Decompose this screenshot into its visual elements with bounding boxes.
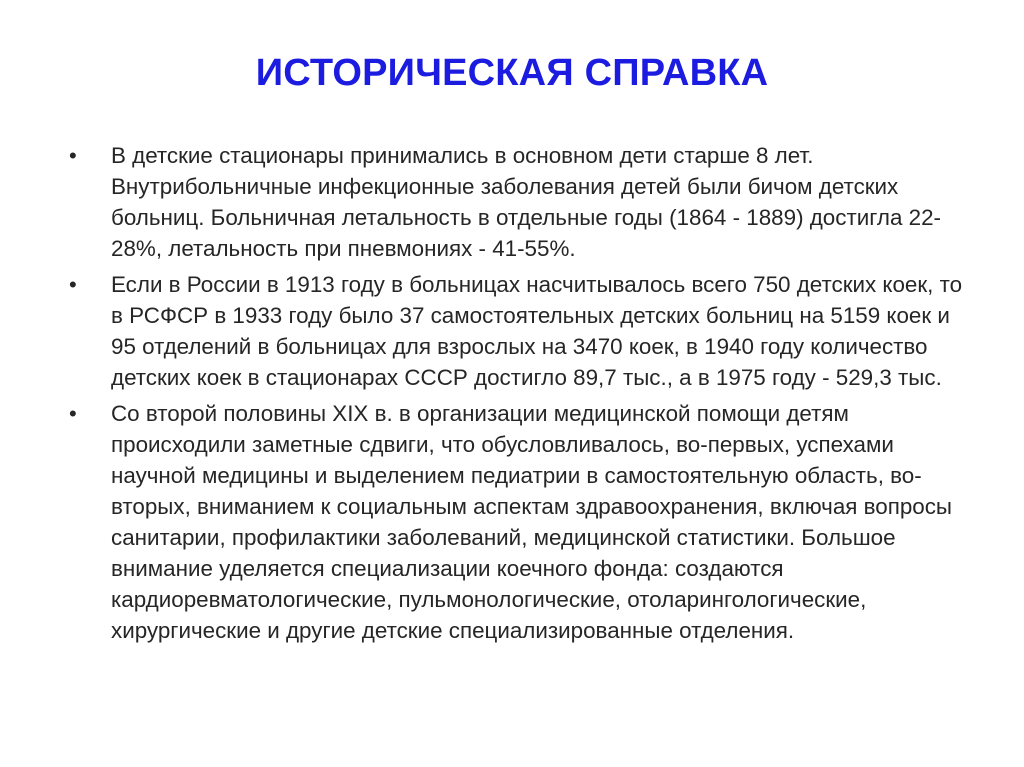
bullet-dot-icon: • (69, 143, 77, 168)
bullet-item-3 (69, 398, 969, 646)
bullet-dot-icon: • (69, 272, 77, 297)
bullet-text-2: Если в России в 1913 году в больницах насчитывалось всего 750 детских коек, то в РСФСР в 1933 году было 37 самостоятельных детских больниц на 5159 коек и 95 отделений в больницах для взрослых на 3470 коек, в 1940 году количество детских коек в стационарах СССР достигло 89,7 тыс., а в 1975 году - 529,3 тыс. (111, 272, 963, 390)
bullet-list (69, 140, 969, 651)
bullet-item-2 (69, 269, 969, 393)
bullet-text-3: Со второй половины XIX в. в организации медицинской помощи детям происходили заметные сдвиги, что обусловливалось, во-первых, успехами научной медицины и выделением педиатрии в самостоятельную область, во-вторых, вниманием к социальным аспектам здравоохранения, включая вопросы санитарии, профилактики заболеваний, медицинской статистики. Большое внимание уделяется специализации коечного фонда: создаются кардиоревматологические, пульмонологические, отоларингологические, хирургические и другие детские специализированные отделения. (111, 401, 953, 643)
bullet-text-1: В детские стационары принимались в основном дети старше 8 лет. Внутрибольничные инфекционные заболевания детей были бичом детских больниц. Больничная летальность в отдельные годы (1864 - 1889) достигла 22-28%, летальность при пневмониях - 41-55%. (111, 143, 941, 261)
bullet-item-1 (69, 140, 969, 264)
bullet-dot-icon: • (69, 401, 77, 426)
slide-title: ИСТОРИЧЕСКАЯ СПРАВКА (255, 52, 769, 94)
